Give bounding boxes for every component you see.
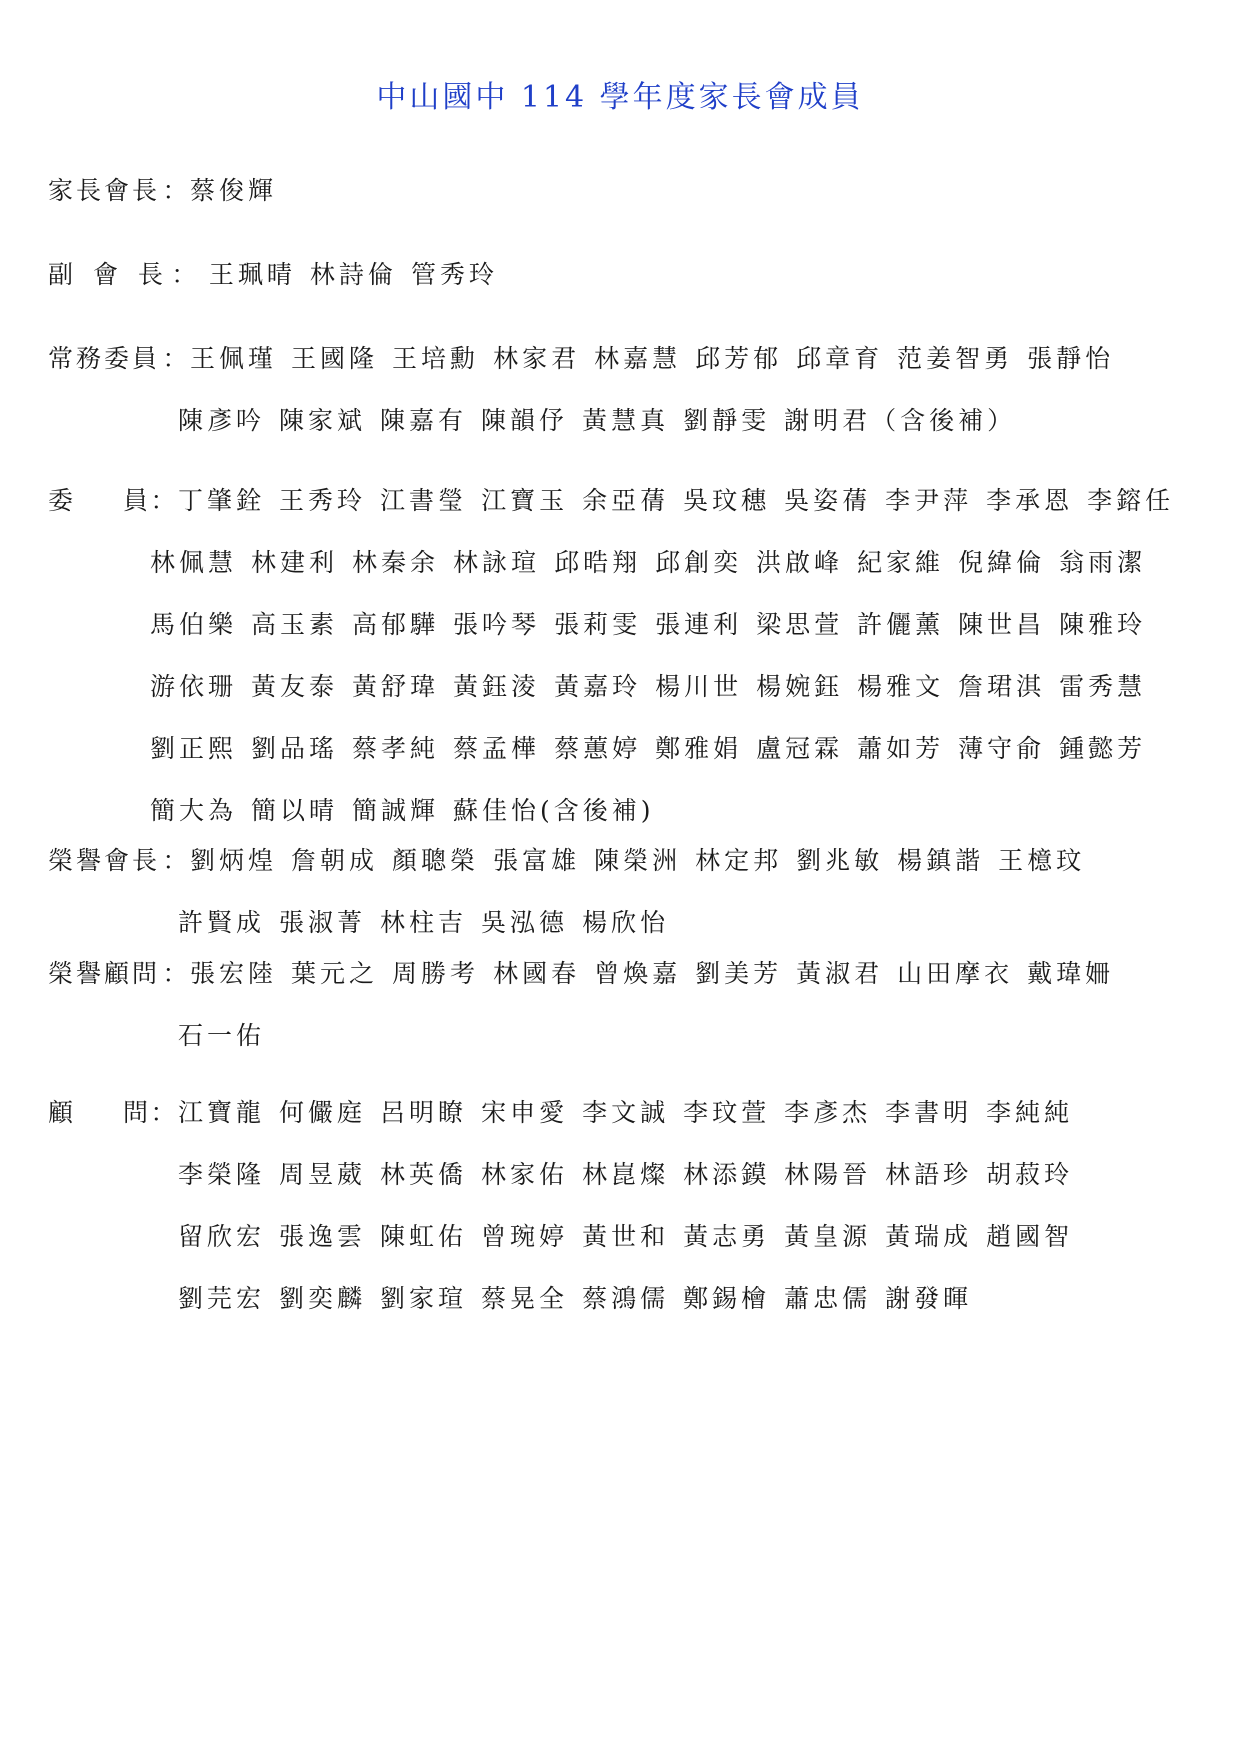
vice-president-row <box>48 244 498 306</box>
advisor-names <box>178 1268 972 1330</box>
member-name: 楊欣怡 <box>582 908 670 937</box>
advisor-names <box>178 1206 1073 1268</box>
member-name: 黃皇源 <box>784 1222 872 1251</box>
member-name: 陳家斌 <box>279 406 367 435</box>
member-name: 張吟琴 <box>453 610 541 639</box>
advisor-names <box>178 1082 1073 1144</box>
member-name: 劉芫宏 <box>178 1284 266 1313</box>
member-name: 李文誠 <box>582 1098 670 1127</box>
member-name: 李尹萍 <box>885 486 973 515</box>
advisor-colon: ： <box>150 1098 176 1127</box>
honorary-president-colon: ： <box>162 846 188 875</box>
member-name: 陳彥吟 <box>178 406 266 435</box>
section-advisor <box>48 1082 1073 1330</box>
member-name: 江寶龍 <box>178 1098 266 1127</box>
member-name: 林佩慧 <box>150 548 238 577</box>
member-name: 吳姿蒨 <box>784 486 872 515</box>
member-name: 雷秀慧 <box>1059 672 1147 701</box>
member-name: 胡菽玲 <box>986 1160 1074 1189</box>
member-name: 劉靜雯 <box>683 406 771 435</box>
member-name: 劉家瑄 <box>380 1284 468 1313</box>
member-name: 許賢成 <box>178 908 266 937</box>
member-name: 黃舒瑋 <box>352 672 440 701</box>
member-name: 劉奕麟 <box>279 1284 367 1313</box>
member-name: 鄭錫檜 <box>683 1284 771 1313</box>
member-name: 林語珍 <box>885 1160 973 1189</box>
member-name: 蘇佳怡(含後補) <box>453 796 655 825</box>
member-name: 李純純 <box>986 1098 1074 1127</box>
member-name: 管秀玲 <box>410 260 498 289</box>
member-name: 簡大為 <box>150 796 238 825</box>
member-name: 陳雅玲 <box>1059 610 1147 639</box>
member-name: 蔡孝純 <box>352 734 440 763</box>
member-name: 陳世昌 <box>958 610 1046 639</box>
member-name: 林嘉慧 <box>594 344 682 373</box>
member-name: 蔡蕙婷 <box>554 734 642 763</box>
member-name: 李承恩 <box>986 486 1074 515</box>
member-name: 邱章育 <box>796 344 884 373</box>
member-name: 李鎔任 <box>1087 486 1175 515</box>
honorary-advisor-names <box>178 1005 265 1067</box>
member-name: 曾煥嘉 <box>594 959 682 988</box>
member-name: 吳泓德 <box>481 908 569 937</box>
standing-committee-names <box>190 328 1114 390</box>
member-name: 呂明瞭 <box>380 1098 468 1127</box>
honorary-president-label: 榮譽會長 <box>48 846 161 875</box>
member-name: 蕭忠儒 <box>784 1284 872 1313</box>
member-name: 高玉素 <box>251 610 339 639</box>
member-name: 林定邦 <box>695 846 783 875</box>
standing-committee-colon: ： <box>162 344 188 373</box>
member-name: 林建利 <box>251 548 339 577</box>
member-name: 王秀玲 <box>279 486 367 515</box>
member-name: 李書明 <box>885 1098 973 1127</box>
member-name: 梁思萱 <box>756 610 844 639</box>
member-name: 周昱葳 <box>279 1160 367 1189</box>
member-name: 林國春 <box>493 959 581 988</box>
honorary-advisor-colon: ： <box>162 959 188 988</box>
president-names <box>190 160 277 222</box>
member-name: 吳玟穗 <box>683 486 771 515</box>
member-name: 李榮隆 <box>178 1160 266 1189</box>
member-name: 江書瑩 <box>380 486 468 515</box>
member-name: 石一佑 <box>178 1021 266 1050</box>
member-name: 張靜怡 <box>1027 344 1115 373</box>
member-name: 張宏陸 <box>190 959 278 988</box>
member-name: 劉炳煌 <box>190 846 278 875</box>
member-name: 余亞蒨 <box>582 486 670 515</box>
member-name: 戴瑋姍 <box>1027 959 1115 988</box>
committee-names <box>150 656 1146 718</box>
member-name: 趙國智 <box>986 1222 1074 1251</box>
standing-committee-row <box>48 328 1114 390</box>
president-colon: ： <box>162 176 188 205</box>
member-name: 葉元之 <box>291 959 379 988</box>
member-name: 林秦余 <box>352 548 440 577</box>
member-name: 楊鎮諧 <box>897 846 985 875</box>
member-name: 翁雨潔 <box>1059 548 1147 577</box>
member-name: 蔡孟樺 <box>453 734 541 763</box>
member-name: 王珮晴 <box>208 260 296 289</box>
vice-president-names <box>209 244 498 306</box>
member-name: 劉正熙 <box>150 734 238 763</box>
member-name: 范姜智勇 <box>897 344 1014 373</box>
member-name: 留欣宏 <box>178 1222 266 1251</box>
section-committee <box>48 470 1174 842</box>
member-name: 張莉雯 <box>554 610 642 639</box>
member-name: 林家佑 <box>481 1160 569 1189</box>
member-name: 黃世和 <box>582 1222 670 1251</box>
member-name: 陳榮洲 <box>594 846 682 875</box>
section-honorary-president <box>48 830 1085 954</box>
member-name: 邱創奕 <box>655 548 743 577</box>
member-name: 張連利 <box>655 610 743 639</box>
member-name: 游依珊 <box>150 672 238 701</box>
member-name: 林添鏌 <box>683 1160 771 1189</box>
member-name: 蕭如芳 <box>857 734 945 763</box>
member-name: 楊婉鈺 <box>756 672 844 701</box>
advisor-row <box>48 1082 1073 1144</box>
member-name: 王檍玟 <box>998 846 1086 875</box>
member-name: 詹朝成 <box>291 846 379 875</box>
advisor-row <box>48 1268 1073 1330</box>
member-name: 紀家維 <box>857 548 945 577</box>
advisor-names <box>178 1144 1073 1206</box>
member-name: 宋申愛 <box>481 1098 569 1127</box>
vice-president-colon: ： <box>171 260 197 289</box>
member-name: 黃志勇 <box>683 1222 771 1251</box>
honorary-president-names <box>190 830 1085 892</box>
member-name: 黃淑君 <box>796 959 884 988</box>
member-name: 簡誠輝 <box>352 796 440 825</box>
member-name: 黃鈺淩 <box>453 672 541 701</box>
committee-names <box>178 470 1174 532</box>
president-label: 家長會長 <box>48 176 161 205</box>
member-name: 林詠瑄 <box>453 548 541 577</box>
member-name: 劉品瑤 <box>251 734 339 763</box>
section-vice-president <box>48 244 498 306</box>
member-name: 蔡俊輝 <box>190 176 278 205</box>
committee-row <box>48 532 1174 594</box>
member-name: 王培勳 <box>392 344 480 373</box>
member-name: 黃慧真 <box>582 406 670 435</box>
advisor-row <box>48 1206 1073 1268</box>
member-name: 薄守俞 <box>958 734 1046 763</box>
honorary-president-row <box>48 830 1085 892</box>
member-name: 馬伯樂 <box>150 610 238 639</box>
member-name: 曾琬婷 <box>481 1222 569 1251</box>
member-name: 黃瑞成 <box>885 1222 973 1251</box>
honorary-advisor-names <box>190 943 1114 1005</box>
standing-committee-label: 常務委員 <box>48 344 161 373</box>
committee-names <box>150 532 1146 594</box>
member-name: 王國隆 <box>291 344 379 373</box>
member-name: 張逸雲 <box>279 1222 367 1251</box>
committee-names <box>150 594 1146 656</box>
advisor-row <box>48 1144 1073 1206</box>
honorary-advisor-label: 榮譽顧問 <box>48 959 161 988</box>
member-name: 倪緯倫 <box>958 548 1046 577</box>
member-name: 陳韻伃 <box>481 406 569 435</box>
honorary-advisor-row <box>48 943 1114 1005</box>
section-president <box>48 160 277 222</box>
committee-colon: ： <box>150 486 176 515</box>
member-name: 李彥杰 <box>784 1098 872 1127</box>
committee-row <box>48 718 1174 780</box>
member-name: 劉兆敏 <box>796 846 884 875</box>
member-name: 江寶玉 <box>481 486 569 515</box>
member-name: 楊川世 <box>655 672 743 701</box>
honorary-advisor-row <box>48 1005 1114 1067</box>
member-name: 陳嘉有 <box>380 406 468 435</box>
advisor-label: 顧 問 <box>48 1098 149 1127</box>
member-name: 林家君 <box>493 344 581 373</box>
member-name: 黃友泰 <box>251 672 339 701</box>
member-name: 顏聰榮 <box>392 846 480 875</box>
member-name: 高郁驊 <box>352 610 440 639</box>
member-name: 張淑菁 <box>279 908 367 937</box>
member-name: 鄭雅娟 <box>655 734 743 763</box>
member-name: 林柱吉 <box>380 908 468 937</box>
section-honorary-advisor <box>48 943 1114 1067</box>
member-name: 簡以晴 <box>251 796 339 825</box>
member-name: 周勝考 <box>392 959 480 988</box>
member-name: 張富雄 <box>493 846 581 875</box>
member-name: 陳虹佑 <box>380 1222 468 1251</box>
member-name: 林陽晉 <box>784 1160 872 1189</box>
member-name: 山田摩衣 <box>897 959 1014 988</box>
member-name: 謝明君（含後補） <box>784 406 1017 435</box>
committee-names <box>150 718 1146 780</box>
member-name: 劉美芳 <box>695 959 783 988</box>
member-name: 詹珺淇 <box>958 672 1046 701</box>
member-name: 林詩倫 <box>309 260 397 289</box>
committee-label: 委 員 <box>48 486 149 515</box>
committee-row <box>48 470 1174 532</box>
member-name: 楊雅文 <box>857 672 945 701</box>
section-standing-committee <box>48 328 1114 452</box>
member-name: 林崑燦 <box>582 1160 670 1189</box>
member-name: 李玟萱 <box>683 1098 771 1127</box>
committee-row <box>48 656 1174 718</box>
member-name: 黃嘉玲 <box>554 672 642 701</box>
member-name: 邱晧翔 <box>554 548 642 577</box>
document-title: 中山國中 114 學年度家長會成員 <box>376 80 864 115</box>
member-name: 何儼庭 <box>279 1098 367 1127</box>
member-name: 謝發暉 <box>885 1284 973 1313</box>
standing-committee-names <box>178 390 1016 452</box>
member-name: 洪啟峰 <box>756 548 844 577</box>
member-name: 王佩瑾 <box>190 344 278 373</box>
vice-president-label: 副 會 長 <box>48 260 169 289</box>
member-name: 蔡晃全 <box>481 1284 569 1313</box>
member-name: 林英僑 <box>380 1160 468 1189</box>
member-name: 許儷薰 <box>857 610 945 639</box>
member-name: 邱芳郁 <box>695 344 783 373</box>
member-name: 鍾懿芳 <box>1059 734 1147 763</box>
member-name: 盧冠霖 <box>756 734 844 763</box>
member-name: 丁肇銓 <box>178 486 266 515</box>
member-name: 蔡鴻儒 <box>582 1284 670 1313</box>
standing-committee-row <box>48 390 1114 452</box>
committee-row <box>48 594 1174 656</box>
president-row <box>48 160 277 222</box>
